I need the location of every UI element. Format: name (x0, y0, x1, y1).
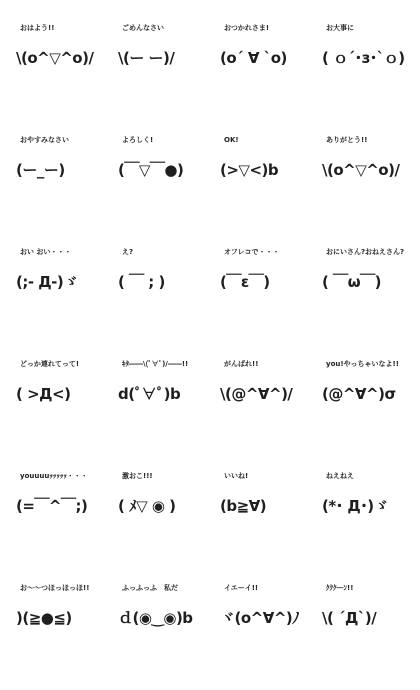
sticker-caption: よろしく! (122, 136, 154, 144)
sticker-cell[interactable] (12, 130, 114, 242)
sticker-caption: おつかれさま! (224, 24, 270, 32)
sticker-cell[interactable] (216, 466, 318, 578)
sticker-caption: ごめんなさい (122, 24, 164, 32)
sticker-caption: youuuuｯｯｯｯｯ・・・ (20, 472, 88, 480)
kaomoji-face: (￣ε￣) (220, 273, 270, 291)
sticker-cell[interactable] (318, 466, 420, 578)
sticker-caption: おい おい・・・ (20, 248, 72, 256)
sticker-cell[interactable] (318, 242, 420, 354)
sticker-caption: ねえねえ (326, 472, 354, 480)
sticker-cell[interactable] (216, 242, 318, 354)
sticker-cell[interactable] (12, 466, 114, 578)
kaomoji-face: \( ´Д`)/ (322, 609, 377, 627)
kaomoji-face: (=￣^￣;) (16, 497, 88, 515)
kaomoji-face: ( ￣ ; ) (118, 273, 165, 291)
sticker-cell[interactable] (318, 354, 420, 466)
kaomoji-face: ｄ(◉‿◉)b (118, 609, 193, 627)
sticker-caption: おはよう!! (20, 24, 55, 32)
sticker-cell[interactable] (114, 354, 216, 466)
sticker-cell[interactable] (12, 354, 114, 466)
sticker-cell[interactable] (318, 578, 420, 690)
sticker-caption: おやすみなさい (20, 136, 69, 144)
kaomoji-face: (ー_ー) (16, 161, 65, 179)
kaomoji-face: ( >Д<) (16, 385, 71, 403)
kaomoji-face: \(o^▽^o)/ (322, 161, 400, 179)
sticker-caption: OK! (224, 136, 239, 144)
sticker-cell[interactable] (114, 130, 216, 242)
sticker-caption: おにいさん?おねえさん? (326, 248, 405, 256)
kaomoji-face: (￣▽￣●) (118, 161, 184, 179)
kaomoji-face: \(ー ー)/ (118, 49, 175, 67)
kaomoji-face: (*･ Д･)ゞ (322, 497, 389, 515)
kaomoji-face: ヾ(o^∀^)ﾉ (220, 609, 300, 627)
sticker-caption: オフレコで・・・ (224, 248, 280, 256)
sticker-cell[interactable] (114, 466, 216, 578)
kaomoji-face: \(o^▽^o)/ (16, 49, 94, 67)
sticker-cell[interactable] (318, 18, 420, 130)
sticker-cell[interactable] (114, 578, 216, 690)
sticker-cell[interactable] (12, 18, 114, 130)
sticker-cell[interactable] (12, 242, 114, 354)
kaomoji-face: (b≧∀) (220, 497, 267, 515)
kaomoji-face: ( ￣ω￣) (322, 273, 381, 291)
sticker-grid (12, 18, 420, 690)
kaomoji-face: d(ﾟ∀ﾟ)b (118, 385, 181, 403)
sticker-caption: ｷﾀ――\(ﾟ∀ﾟ)/――!! (122, 360, 189, 368)
kaomoji-face: )(≧●≦) (16, 609, 72, 627)
kaomoji-face: (>▽<)b (220, 161, 279, 179)
sticker-caption: がんばれ!! (224, 360, 259, 368)
sticker-caption: 激おこ!!! (122, 472, 153, 480)
kaomoji-face: ( ｏ´･з･`ｏ) (322, 49, 405, 67)
sticker-caption: どっか連れてって! (20, 360, 80, 368)
sticker-caption: イエーイ!! (224, 584, 259, 592)
sticker-cell[interactable] (216, 130, 318, 242)
sticker-caption: お大事に (326, 24, 354, 32)
sticker-caption: お～～つほっほっほ!! (20, 584, 90, 592)
kaomoji-face: ( ﾒ▽ ◉ ) (118, 497, 176, 515)
sticker-caption: え? (122, 248, 134, 256)
sticker-cell[interactable] (318, 130, 420, 242)
sticker-cell[interactable] (12, 578, 114, 690)
sticker-caption: ありがとう!! (326, 136, 368, 144)
sticker-caption: you!やっちゃいなよ!! (326, 360, 399, 368)
sticker-cell[interactable] (216, 578, 318, 690)
kaomoji-face: (@^∀^)σ (322, 385, 396, 403)
kaomoji-face: \(@^∀^)/ (220, 385, 293, 403)
kaomoji-face: (o´ ∀ `o) (220, 49, 287, 67)
sticker-caption: ｸｸｸｰｰﾝ!! (326, 584, 354, 592)
sticker-cell[interactable] (216, 354, 318, 466)
sticker-cell[interactable] (216, 18, 318, 130)
kaomoji-face: (;- Д-)ゞ (16, 273, 78, 291)
sticker-cell[interactable] (114, 242, 216, 354)
sticker-caption: いいね! (224, 472, 249, 480)
sticker-caption: ふっふっふ 私だ (122, 584, 178, 592)
sticker-cell[interactable] (114, 18, 216, 130)
